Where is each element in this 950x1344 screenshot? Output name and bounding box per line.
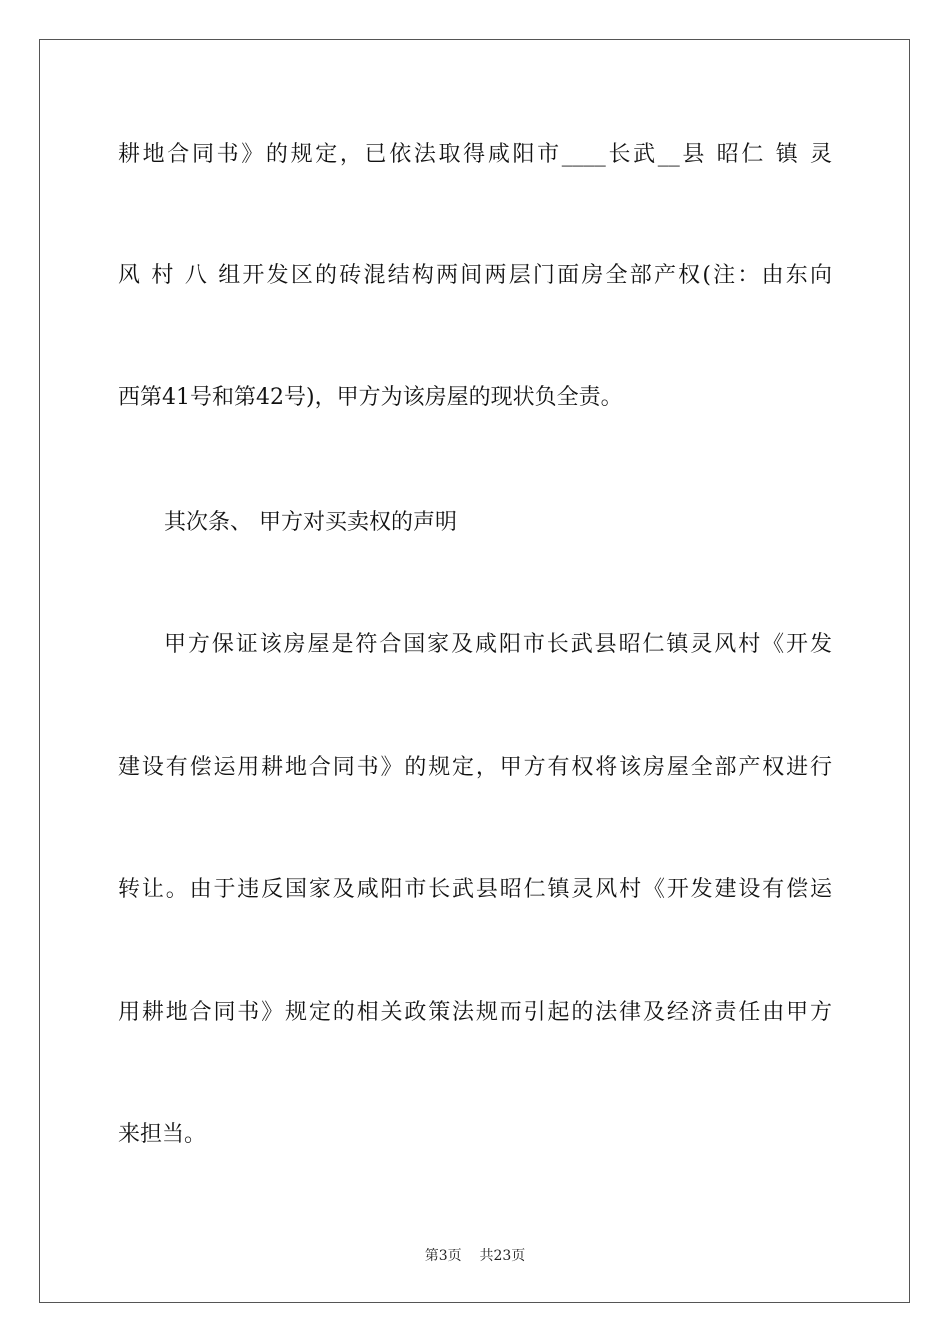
paragraph-line-6: 建设有偿运用耕地合同书》的规定，甲方有权将该房屋全部产权进行	[118, 755, 832, 780]
paragraph-line-3: 西第41号和第42号)，甲方为该房屋的现状负全责。	[118, 385, 623, 410]
page-frame	[39, 39, 910, 1303]
paragraph-line-8: 用耕地合同书》规定的相关政策法规而引起的法律及经济责任由甲方	[118, 1000, 832, 1025]
paragraph-line-7: 转让。由于违反国家及咸阳市长武县昭仁镇灵风村《开发建设有偿运	[118, 877, 832, 902]
paragraph-line-9: 来担当。	[118, 1122, 207, 1147]
paragraph-line-2: 风 村 八 组开发区的砖混结构两间两层门面房全部产权(注：由东向	[118, 263, 832, 288]
page-total: 共23页	[479, 1248, 526, 1264]
page-footer	[0, 1246, 950, 1266]
page-number: 第3页	[424, 1248, 462, 1264]
section-heading: 其次条、 甲方对买卖权的声明	[164, 510, 457, 535]
paragraph-line-1: 耕地合同书》的规定，已依法取得咸阳市____长武__县 昭仁 镇 灵	[118, 142, 832, 167]
paragraph-line-5: 甲方保证该房屋是符合国家及咸阳市长武县昭仁镇灵风村《开发	[164, 632, 832, 657]
